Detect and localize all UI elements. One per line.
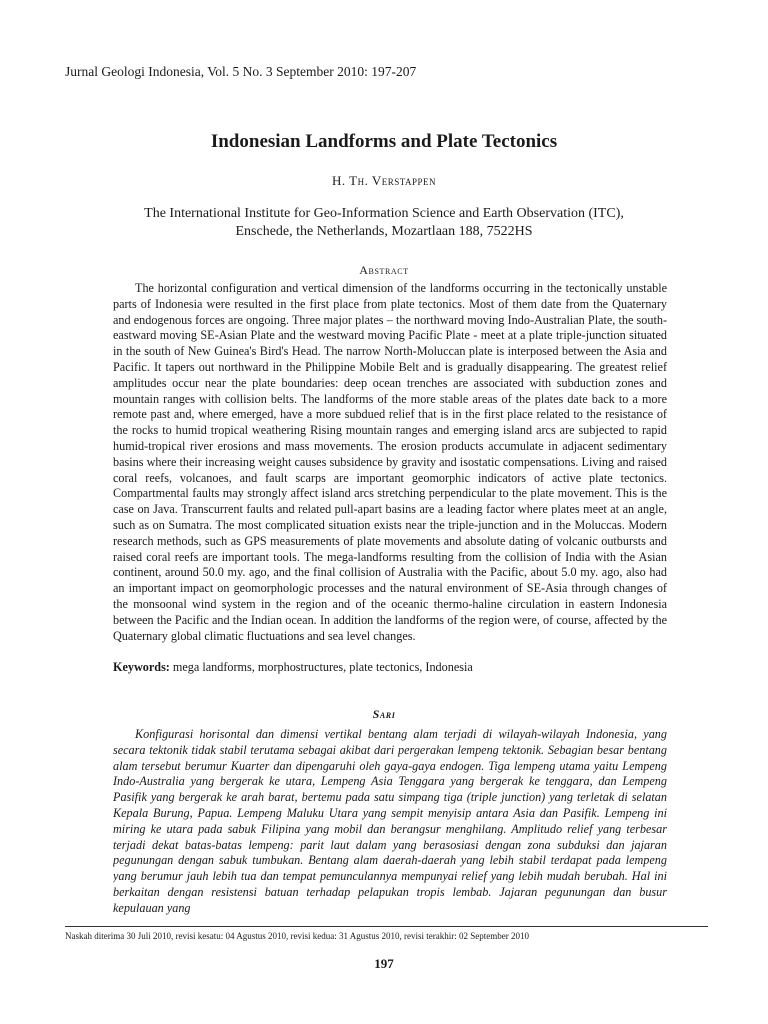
- page-number: 197: [374, 956, 394, 971]
- affiliation-line-1: The International Institute for Geo-Information Science and Earth Observation (ITC),: [144, 206, 624, 221]
- affiliation-line-2: Enschede, the Netherlands, Mozartlaan 188, 7522HS: [235, 224, 533, 239]
- keywords: [113, 660, 667, 676]
- abstract-text: The horizontal configuration and vertical dimension of the landforms occurring in the tectonically unstable parts of Indonesia were resulted in the first place from plate tectonics. Most of them date from the Quaternary and endogenous forces are ongoing. Three major plates – the northward moving Indo-Australian Plate, the south-eastward moving SE-Asian Plate and the westward moving Pacific Plate - meet at a plate triple-junction situated in the south of New Guinea's Bird's Head. The narrow North-Moluccan plate is interposed between the Asia and Pacific. It tapers out northward in the Philippine Mobile Belt and is gradually disappearing. The greatest relief amplitudes occur near the plate boundaries: deep ocean trenches are associated with subduction zones and mountain ranges with collision belts. The landforms of the more stable areas of the plates date back to a more remote past and, where emerged, have a more subdued relief that is in the first place related to the resistance of the rocks to humid tropical weathering Rising mountain ranges and emerging island arcs are subjected to rapid humid-tropical river erosions and mass movements. The erosion products accumulate in adjacent sedimentary basins where their increasing weight causes subsidence by gravity and isostatic compensations. Living and raised coral reefs, volcanoes, and fault scarps are important geomorphic indicators of active plate tectonics. Compartmental faults may strongly affect island arcs stretching perpendicular to the plate movement. This is the case on Java. Transcurrent faults and related pull-apart basins are a leading factor where plates meet at an angle, such as on Sumatra. The most complicated situation exists near the triple-junction and in the Moluccas. Modern research methods, such as GPS measurements of plate movements and absolute dating of volcanic outbursts and raised coral reefs are important tools. The mega-landforms resulting from the collision of India with the Asian continent, around 50.0 my. ago, and the final collision of Australia with the Pacific, about 5.0 my. ago, also had an important impact on geomorphologic processes and the natural environment of SE-Asia through changes of the monsoonal wind system in the region and of the oceanic thermo-haline circulation in eastern Indonesia between the Pacific and the Indian ocean. In addition the landforms of the region were, of course, affected by the Quaternary global climatic fluctuations and sea level changes.: [113, 281, 667, 643]
- footnote-divider: [65, 926, 708, 927]
- sari-text: Konfigurasi horisontal dan dimensi vertikal bentang alam terjadi di wilayah-wilayah Indonesia, yang secara tektonik tidak stabil terutama sebagai akibat dari pergerakan lempeng tektonik. Sebagian besar bentang alam tersebut berumur Kuarter dan dipengaruhi oleh gaya-gaya endogen. Tiga lempeng utama yaitu Lempeng Indo-Australia yang bergerak ke utara, Lempeng Asia Tenggara yang bergerak ke tenggara, dan Lempeng Pasifik yang bergerak ke arah barat, bertemu pada satu simpang tiga (triple junction) yang terletak di selatan Kepala Burung, Papua. Lempeng Maluku Utara yang sempit menyisip antara Asia dan Pasifik. Lempeng ini miring ke utara pada sabuk Filipina yang mobil dan berangsur menghilang. Amplitudo relief yang terbesar terjadi dekat batas-batas lempeng: parit laut dalam yang berasosiasi dengan zona subduksi dan jajaran pegunungan dengan sabuk tumbukan. Bentang alam daerah-daerah yang lebih stabil terdapat pada lempeng yang berumur jauh lebih tua dan tempat pemunculannya mempunyai relief yang lebih mudah berubah. Hal ini berkaitan dengan resistensi batuan terhadap pelapukan tropis lembab. Jajaran pegunungan dan busur kepulauan yang: [113, 727, 667, 915]
- keywords-text: mega landforms, morphostructures, plate tectonics, Indonesia: [169, 660, 473, 674]
- submission-footnote: Naskah diterima 30 Juli 2010, revisi kesatu: 04 Agustus 2010, revisi kedua: 31 Agustus 2010, revisi terakhir: 02 September 2010: [65, 931, 529, 941]
- journal-header: Jurnal Geologi Indonesia, Vol. 5 No. 3 September 2010: 197-207: [65, 64, 417, 79]
- keywords-label: Keywords:: [113, 660, 170, 674]
- sari-heading: Sari: [372, 707, 396, 721]
- author-affiliation: [0, 205, 768, 241]
- paper-title: Indonesian Landforms and Plate Tectonics: [210, 131, 558, 152]
- abstract-heading: Abstract: [359, 263, 409, 277]
- author-name: H. Th. Verstappen: [331, 173, 437, 188]
